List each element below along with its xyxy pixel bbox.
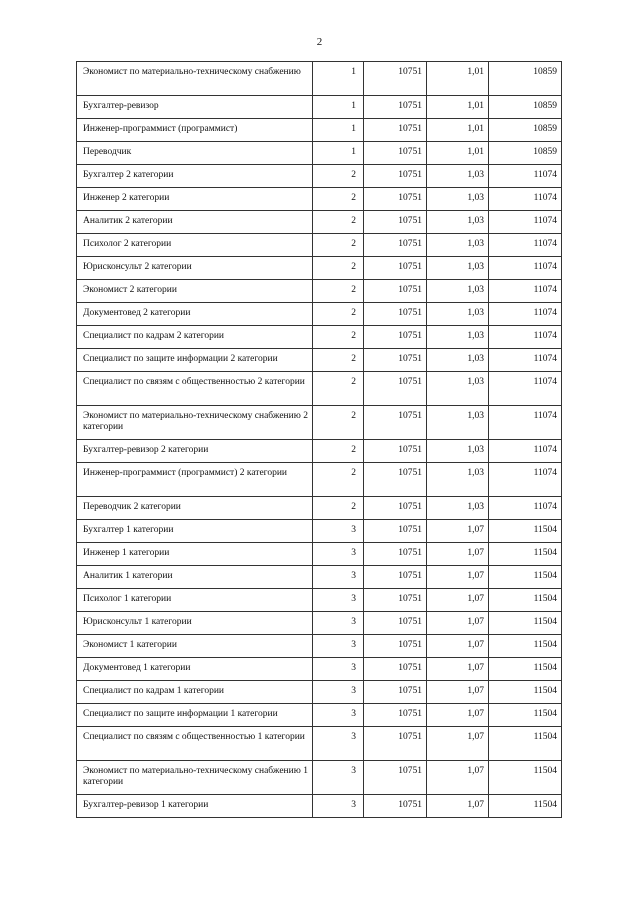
grade-cell: 2 (313, 188, 364, 211)
position-cell: Экономист по материально-техническому снабжению (77, 62, 313, 96)
coefficient-cell: 1,03 (427, 406, 489, 440)
position-cell: Документовед 1 категории (77, 658, 313, 681)
grade-cell: 3 (313, 681, 364, 704)
position-cell: Специалист по кадрам 2 категории (77, 326, 313, 349)
position-cell: Бухгалтер-ревизор (77, 96, 313, 119)
table-row (77, 62, 562, 96)
coefficient-cell: 1,03 (427, 497, 489, 520)
position-cell: Инженер 2 категории (77, 188, 313, 211)
base-salary-cell: 10751 (364, 303, 427, 326)
grade-cell: 2 (313, 303, 364, 326)
table-row (77, 406, 562, 440)
coefficient-cell: 1,07 (427, 761, 489, 795)
table-body (77, 62, 562, 818)
coefficient-cell: 1,03 (427, 463, 489, 497)
salary-cell: 11504 (489, 566, 562, 589)
salary-cell: 10859 (489, 119, 562, 142)
salary-cell: 10859 (489, 96, 562, 119)
salary-cell: 11074 (489, 440, 562, 463)
salary-cell: 11074 (489, 406, 562, 440)
salary-cell: 11504 (489, 543, 562, 566)
salary-cell: 11504 (489, 520, 562, 543)
table-row (77, 188, 562, 211)
grade-cell: 3 (313, 589, 364, 612)
salary-cell: 11504 (489, 635, 562, 658)
coefficient-cell: 1,07 (427, 658, 489, 681)
base-salary-cell: 10751 (364, 566, 427, 589)
base-salary-cell: 10751 (364, 497, 427, 520)
table-row (77, 303, 562, 326)
base-salary-cell: 10751 (364, 727, 427, 761)
coefficient-cell: 1,03 (427, 257, 489, 280)
position-cell: Бухгалтер 1 категории (77, 520, 313, 543)
salary-cell: 11074 (489, 257, 562, 280)
base-salary-cell: 10751 (364, 543, 427, 566)
grade-cell: 3 (313, 658, 364, 681)
table-row (77, 96, 562, 119)
salary-cell: 11074 (489, 234, 562, 257)
position-cell: Бухгалтер-ревизор 1 категории (77, 795, 313, 818)
salary-cell: 11074 (489, 303, 562, 326)
table-row (77, 566, 562, 589)
salary-cell: 10859 (489, 142, 562, 165)
table-row (77, 704, 562, 727)
coefficient-cell: 1,01 (427, 62, 489, 96)
salary-cell: 11074 (489, 326, 562, 349)
salary-cell: 10859 (489, 62, 562, 96)
table-row (77, 257, 562, 280)
base-salary-cell: 10751 (364, 188, 427, 211)
table-row (77, 658, 562, 681)
salary-cell: 11504 (489, 795, 562, 818)
coefficient-cell: 1,07 (427, 681, 489, 704)
salary-cell: 11074 (489, 280, 562, 303)
base-salary-cell: 10751 (364, 658, 427, 681)
salary-cell: 11074 (489, 211, 562, 234)
position-cell: Экономист 1 категории (77, 635, 313, 658)
salary-cell: 11074 (489, 372, 562, 406)
table-row (77, 280, 562, 303)
base-salary-cell: 10751 (364, 761, 427, 795)
position-cell: Психолог 2 категории (77, 234, 313, 257)
base-salary-cell: 10751 (364, 234, 427, 257)
base-salary-cell: 10751 (364, 165, 427, 188)
grade-cell: 2 (313, 440, 364, 463)
base-salary-cell: 10751 (364, 280, 427, 303)
base-salary-cell: 10751 (364, 463, 427, 497)
grade-cell: 2 (313, 280, 364, 303)
base-salary-cell: 10751 (364, 349, 427, 372)
coefficient-cell: 1,07 (427, 727, 489, 761)
coefficient-cell: 1,07 (427, 566, 489, 589)
base-salary-cell: 10751 (364, 520, 427, 543)
grade-cell: 2 (313, 234, 364, 257)
coefficient-cell: 1,03 (427, 349, 489, 372)
position-cell: Специалист по кадрам 1 категории (77, 681, 313, 704)
base-salary-cell: 10751 (364, 406, 427, 440)
grade-cell: 3 (313, 635, 364, 658)
position-cell: Экономист по материально-техническому снабжению 2 категории (77, 406, 313, 440)
position-cell: Переводчик 2 категории (77, 497, 313, 520)
base-salary-cell: 10751 (364, 681, 427, 704)
base-salary-cell: 10751 (364, 211, 427, 234)
base-salary-cell: 10751 (364, 635, 427, 658)
salary-cell: 11504 (489, 681, 562, 704)
salary-cell: 11504 (489, 612, 562, 635)
table-row (77, 165, 562, 188)
coefficient-cell: 1,07 (427, 635, 489, 658)
table-row (77, 520, 562, 543)
grade-cell: 1 (313, 142, 364, 165)
position-cell: Инженер 1 категории (77, 543, 313, 566)
table-row (77, 761, 562, 795)
coefficient-cell: 1,01 (427, 142, 489, 165)
table-row (77, 234, 562, 257)
base-salary-cell: 10751 (364, 704, 427, 727)
grade-cell: 2 (313, 463, 364, 497)
table-row (77, 543, 562, 566)
grade-cell: 3 (313, 795, 364, 818)
grade-cell: 1 (313, 62, 364, 96)
table-row (77, 681, 562, 704)
coefficient-cell: 1,03 (427, 440, 489, 463)
grade-cell: 3 (313, 566, 364, 589)
coefficient-cell: 1,07 (427, 543, 489, 566)
salary-cell: 11074 (489, 463, 562, 497)
salary-cell: 11074 (489, 349, 562, 372)
coefficient-cell: 1,07 (427, 704, 489, 727)
base-salary-cell: 10751 (364, 795, 427, 818)
base-salary-cell: 10751 (364, 589, 427, 612)
base-salary-cell: 10751 (364, 440, 427, 463)
table-row (77, 463, 562, 497)
table-row (77, 349, 562, 372)
grade-cell: 3 (313, 612, 364, 635)
coefficient-cell: 1,03 (427, 326, 489, 349)
salary-cell: 11074 (489, 188, 562, 211)
table-row (77, 497, 562, 520)
position-cell: Документовед 2 категории (77, 303, 313, 326)
base-salary-cell: 10751 (364, 257, 427, 280)
coefficient-cell: 1,03 (427, 211, 489, 234)
position-cell: Бухгалтер 2 категории (77, 165, 313, 188)
table-row (77, 795, 562, 818)
position-cell: Специалист по защите информации 2 категории (77, 349, 313, 372)
position-cell: Инженер-программист (программист) 2 категории (77, 463, 313, 497)
salary-cell: 11504 (489, 761, 562, 795)
base-salary-cell: 10751 (364, 62, 427, 96)
grade-cell: 1 (313, 96, 364, 119)
page-number: 2 (316, 36, 323, 48)
grade-cell: 3 (313, 727, 364, 761)
table-row (77, 612, 562, 635)
grade-cell: 2 (313, 326, 364, 349)
position-cell: Переводчик (77, 142, 313, 165)
coefficient-cell: 1,03 (427, 234, 489, 257)
grade-cell: 1 (313, 119, 364, 142)
base-salary-cell: 10751 (364, 119, 427, 142)
table-row (77, 119, 562, 142)
grade-cell: 2 (313, 497, 364, 520)
table-row (77, 211, 562, 234)
position-cell: Экономист по материально-техническому снабжению 1 категории (77, 761, 313, 795)
salary-cell: 11504 (489, 727, 562, 761)
salary-cell: 11504 (489, 704, 562, 727)
position-cell: Юрисконсульт 2 категории (77, 257, 313, 280)
base-salary-cell: 10751 (364, 326, 427, 349)
base-salary-cell: 10751 (364, 142, 427, 165)
grade-cell: 2 (313, 372, 364, 406)
grade-cell: 3 (313, 761, 364, 795)
grade-cell: 2 (313, 211, 364, 234)
coefficient-cell: 1,03 (427, 372, 489, 406)
grade-cell: 2 (313, 349, 364, 372)
position-cell: Аналитик 1 категории (77, 566, 313, 589)
grade-cell: 2 (313, 406, 364, 440)
coefficient-cell: 1,07 (427, 612, 489, 635)
position-cell: Психолог 1 категории (77, 589, 313, 612)
coefficient-cell: 1,03 (427, 165, 489, 188)
grade-cell: 2 (313, 165, 364, 188)
base-salary-cell: 10751 (364, 96, 427, 119)
table-row (77, 589, 562, 612)
table-row (77, 372, 562, 406)
coefficient-cell: 1,03 (427, 280, 489, 303)
coefficient-cell: 1,03 (427, 303, 489, 326)
base-salary-cell: 10751 (364, 372, 427, 406)
salary-table (76, 61, 562, 818)
position-cell: Специалист по защите информации 1 категории (77, 704, 313, 727)
coefficient-cell: 1,07 (427, 795, 489, 818)
table-row (77, 727, 562, 761)
table-row (77, 635, 562, 658)
position-cell: Инженер-программист (программист) (77, 119, 313, 142)
table-row (77, 142, 562, 165)
coefficient-cell: 1,01 (427, 119, 489, 142)
base-salary-cell: 10751 (364, 612, 427, 635)
grade-cell: 3 (313, 520, 364, 543)
position-cell: Экономист 2 категории (77, 280, 313, 303)
grade-cell: 3 (313, 543, 364, 566)
position-cell: Аналитик 2 категории (77, 211, 313, 234)
coefficient-cell: 1,07 (427, 520, 489, 543)
salary-cell: 11504 (489, 658, 562, 681)
coefficient-cell: 1,01 (427, 96, 489, 119)
coefficient-cell: 1,07 (427, 589, 489, 612)
position-cell: Юрисконсульт 1 категории (77, 612, 313, 635)
grade-cell: 3 (313, 704, 364, 727)
salary-cell: 11074 (489, 497, 562, 520)
position-cell: Специалист по связям с общественностью 1 категории (77, 727, 313, 761)
table-row (77, 440, 562, 463)
coefficient-cell: 1,03 (427, 188, 489, 211)
table-row (77, 326, 562, 349)
position-cell: Специалист по связям с общественностью 2 категории (77, 372, 313, 406)
grade-cell: 2 (313, 257, 364, 280)
salary-cell: 11504 (489, 589, 562, 612)
position-cell: Бухгалтер-ревизор 2 категории (77, 440, 313, 463)
salary-cell: 11074 (489, 165, 562, 188)
